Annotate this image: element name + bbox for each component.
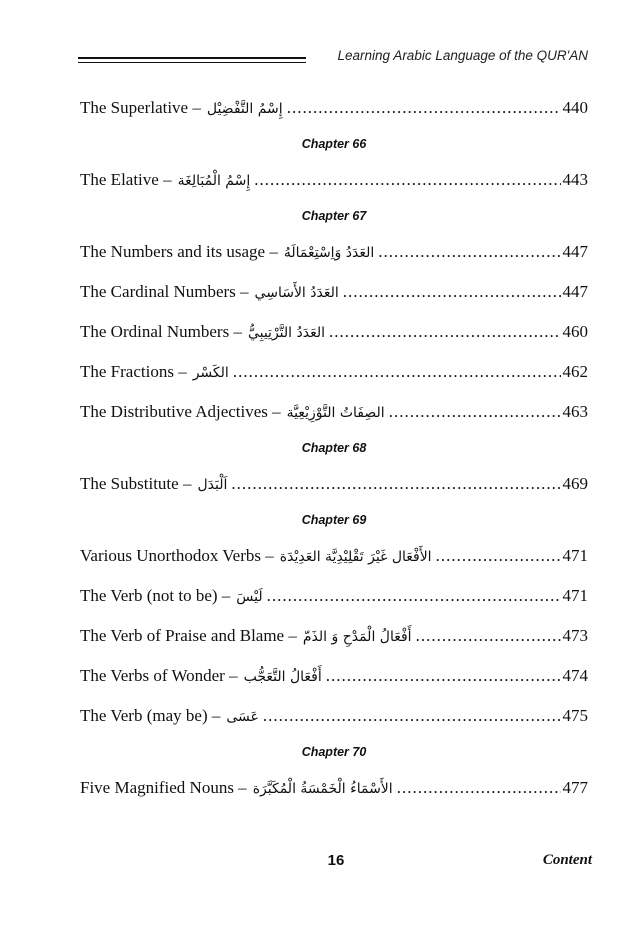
entry-arabic-term: اَلْبَدَل — [197, 477, 228, 493]
entry-title: The Verb (may be) – — [80, 706, 221, 725]
entry-arabic-term: الكَسْر — [192, 365, 229, 381]
toc-entry — [80, 464, 588, 504]
entry-arabic-term: الأَسْمَاءُ الْخَمْسَةُ الْمُكَبَّرَة — [252, 781, 393, 797]
chapter-heading: Chapter 67 — [301, 209, 367, 223]
entry-arabic-term: أَفْعَالُ التَّعَجُّب — [243, 669, 322, 685]
entry-title: The Superlative – — [80, 98, 201, 117]
entry-page-number: 447 — [562, 282, 588, 301]
dot-leader — [378, 232, 560, 272]
entry-arabic-term: الأَفْعَال غَيْرَ تَقْلِيْدِيَّة العَدِيْدَة — [279, 549, 432, 565]
entry-page-number: 463 — [562, 402, 588, 421]
chapter-heading: Chapter 66 — [301, 137, 367, 151]
entry-title: The Ordinal Numbers – — [80, 322, 242, 341]
entry-title: The Substitute – — [80, 474, 192, 493]
page-footer — [80, 852, 592, 876]
entry-title: The Cardinal Numbers – — [80, 282, 249, 301]
chapter-heading: Chapter 70 — [301, 745, 367, 759]
page-number: 16 — [327, 852, 345, 869]
toc-entry — [80, 352, 588, 392]
entry-arabic-term: إِسْمُ التَّفْضِيْل — [206, 101, 283, 117]
entry-page-number: 443 — [562, 170, 588, 189]
table-of-contents — [80, 88, 588, 808]
toc-entry — [80, 272, 588, 312]
entry-page-number: 469 — [562, 474, 588, 493]
entry-arabic-term: إِسْمُ الْمُبَالِغَة — [177, 173, 251, 189]
entry-arabic-term: أَفْعَالُ الْمَدْحِ وَ الذَمّ — [302, 629, 412, 645]
dot-leader — [263, 696, 561, 736]
entry-title: The Verb of Praise and Blame – — [80, 626, 297, 645]
chapter-heading: Chapter 69 — [301, 513, 367, 527]
dot-leader — [343, 272, 561, 312]
toc-entry — [80, 656, 588, 696]
entry-page-number: 471 — [562, 586, 588, 605]
running-header — [78, 46, 588, 70]
dot-leader — [267, 576, 561, 616]
dot-leader — [397, 768, 561, 808]
entry-page-number: 474 — [562, 666, 588, 685]
toc-entry — [80, 88, 588, 128]
toc-entry — [80, 160, 588, 200]
toc-entry — [80, 312, 588, 352]
entry-title: The Distributive Adjectives – — [80, 402, 281, 421]
dot-leader — [254, 160, 560, 200]
entry-title: Various Unorthodox Verbs – — [80, 546, 274, 565]
entry-page-number: 477 — [562, 778, 588, 797]
header-rule-thick — [78, 57, 306, 59]
entry-page-number: 462 — [562, 362, 588, 381]
toc-entry — [80, 616, 588, 656]
entry-title: The Fractions – — [80, 362, 187, 381]
section-name: Content — [542, 852, 592, 868]
dot-leader — [329, 312, 561, 352]
entry-title: The Verbs of Wonder – — [80, 666, 238, 685]
entry-arabic-term: الصِفَاتُ التَّوْزِيْعِيَّة — [286, 405, 385, 421]
dot-leader — [326, 656, 561, 696]
book-title: Learning Arabic Language of the QUR'AN — [337, 48, 588, 63]
dot-leader — [233, 352, 561, 392]
dot-leader — [287, 88, 561, 128]
entry-page-number: 460 — [562, 322, 588, 341]
toc-entry — [80, 576, 588, 616]
entry-arabic-term: العَدَدُ وَاِسْتِعْمَالَهُ — [283, 245, 375, 261]
entry-page-number: 471 — [562, 546, 588, 565]
toc-entry — [80, 768, 588, 808]
entry-title: The Elative – — [80, 170, 172, 189]
entry-title: The Numbers and its usage – — [80, 242, 278, 261]
entry-title: The Verb (not to be) – — [80, 586, 231, 605]
entry-page-number: 475 — [562, 706, 588, 725]
toc-entry — [80, 232, 588, 272]
dot-leader — [436, 536, 561, 576]
dot-leader — [389, 392, 561, 432]
entry-title: Five Magnified Nouns – — [80, 778, 247, 797]
entry-arabic-term: العَدَدُ التَّرْتِيبِيُّ — [247, 325, 325, 341]
dot-leader — [416, 616, 561, 656]
toc-entry — [80, 536, 588, 576]
dot-leader — [231, 464, 560, 504]
entry-page-number: 473 — [562, 626, 588, 645]
entry-page-number: 447 — [562, 242, 588, 261]
entry-arabic-term: عَسَى — [226, 709, 259, 725]
entry-page-number: 440 — [562, 98, 588, 117]
entry-arabic-term: لَيْسَ — [236, 589, 263, 605]
toc-entry — [80, 696, 588, 736]
header-rule-thin — [78, 62, 306, 63]
chapter-heading: Chapter 68 — [301, 441, 367, 455]
toc-entry — [80, 392, 588, 432]
entry-arabic-term: العَدَدُ الأَسَاسِي — [254, 285, 339, 301]
